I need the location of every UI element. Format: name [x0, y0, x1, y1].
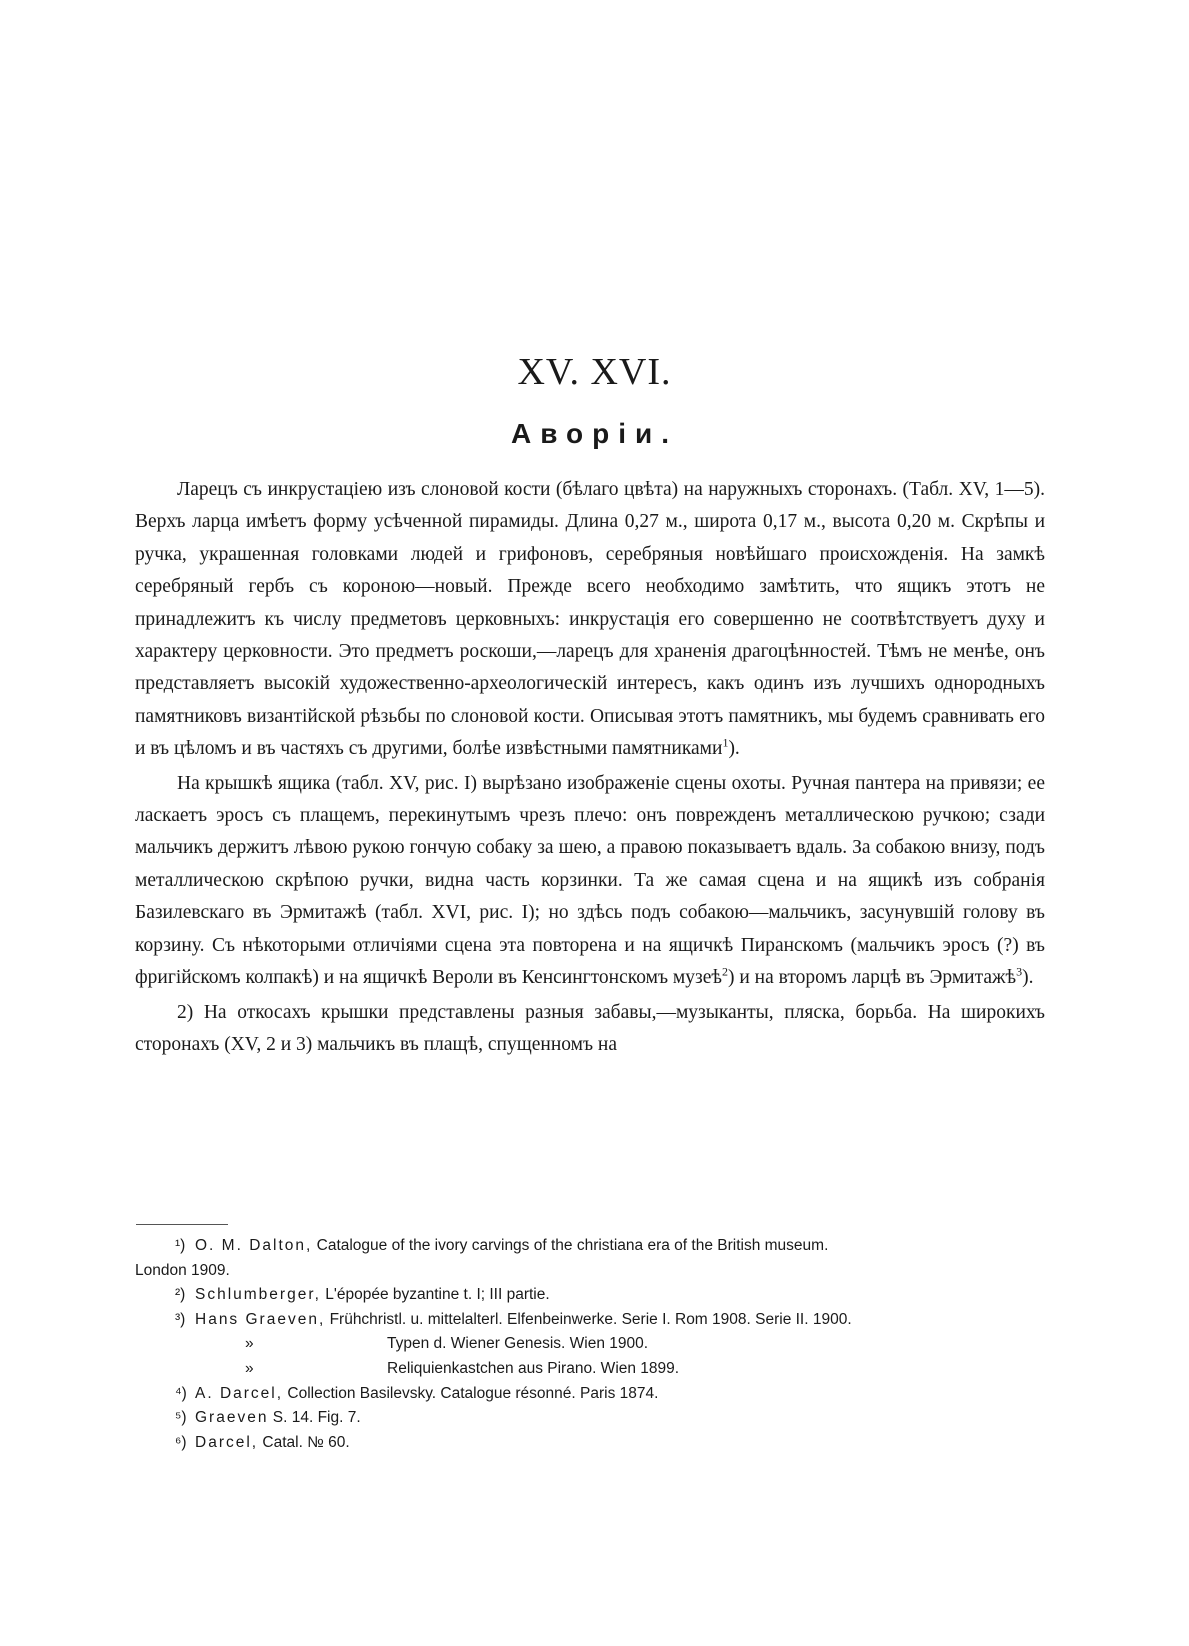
- ditto-marker: »: [245, 1359, 254, 1377]
- footnote-text: L'épopée byzantine t. I; III partie.: [325, 1286, 550, 1304]
- ditto-marker: »: [245, 1335, 254, 1353]
- footnote-2: [135, 1283, 1045, 1308]
- footnote-author: Graeven: [195, 1409, 269, 1427]
- footnote-3-sub-2: [135, 1357, 1045, 1382]
- footnote-ref-2: 2: [721, 964, 728, 979]
- footnote-text: Typen d. Wiener Genesis. Wien 1900.: [387, 1335, 649, 1353]
- paragraph-2-text-b: и на второмъ ларцѣ въ Эрмитажѣ: [739, 967, 1017, 989]
- footnote-marker: ³): [175, 1310, 186, 1328]
- footnote-text: Reliquienkastchen aus Pirano. Wien 1899.: [387, 1359, 680, 1377]
- footnote-ref-3: 3: [1016, 964, 1023, 979]
- footnote-5: [135, 1406, 1045, 1431]
- footnote-marker: ⁶): [175, 1433, 187, 1451]
- footnote-1: [135, 1234, 1045, 1259]
- footnotes: [135, 1234, 1045, 1455]
- paragraph-2-text: На крышкѣ ящика (табл. XV, рис. I) вырѣзано изображеніе сцены охоты. Ручная пантера на привязи; ее ласкаетъ эросъ съ плащемъ, перекинутымъ чрезъ плечо: онъ поврежденъ металлическою ручкою; сзади мальчикъ держитъ лѣвою рукою гончую собаку за шею, а правою показываетъ вдаль. За собакою внизу, подъ металлическою скрѣпою ручки, видна часть корзинки. Та же самая сцена и на ящикѣ изъ собранія Базилевскаго въ Эрмитажѣ (табл. XVI, рис. I); но здѣсь подъ собакою—мальчикъ, засунувшій голову въ корзину. Съ нѣкоторыми отличіями сцена эта повторена и на ящичкѣ Пиранскомъ (мальчикъ эросъ (?) въ фригійскомъ колпакѣ) и на ящичкѣ Вероли въ Кенсингтонскомъ музеѣ: [135, 772, 1045, 989]
- footnote-marker: ⁵): [175, 1409, 187, 1427]
- chapter-title: Аворіи.: [510, 418, 679, 449]
- footnote-6: [135, 1431, 1045, 1456]
- paragraph-2-mid: ): [727, 967, 735, 989]
- paragraph-2: [135, 768, 1045, 995]
- paragraph-3: 2) На откосахъ крышки представлены разныя забавы,—музыканты, пляска, борьба. На широкихъ сторонахъ (XV, 2 и 3) мальчикъ въ плащѣ, спущенномъ на: [135, 1001, 1045, 1055]
- paragraph-1-end: ).: [728, 738, 740, 760]
- footnote-author: A. Darcel,: [195, 1384, 284, 1402]
- footnote-author: Schlumberger,: [195, 1286, 321, 1304]
- footnote-author: Hans Graeven,: [195, 1310, 326, 1328]
- footnote-marker: ¹): [175, 1237, 186, 1254]
- footnote-text: S. 14. Fig. 7.: [272, 1409, 361, 1427]
- paragraph-1: [135, 474, 1045, 766]
- footnote-text: Frühchristl. u. mittelalterl. Elfenbeinwerke. Serie I. Rom 1908. Serie II. 1900.: [329, 1310, 852, 1328]
- footnote-marker: ²): [175, 1286, 186, 1304]
- footnote-author: O. M. Dalton,: [195, 1237, 313, 1254]
- footnote-author: Darcel,: [195, 1433, 259, 1451]
- chapter-number: XV. XVI.: [517, 351, 672, 393]
- footnote-3-sub-1: [135, 1332, 1045, 1357]
- footnote-marker: ⁴): [175, 1384, 187, 1402]
- footnote-text: Catal. № 60.: [262, 1433, 350, 1451]
- footnote-text: Collection Basilevsky. Catalogue résonné. Paris 1874.: [287, 1384, 659, 1402]
- paragraph-2-end: ).: [1022, 967, 1034, 989]
- footnote-1-continuation: London 1909.: [135, 1261, 230, 1279]
- body-text: [135, 474, 1045, 1063]
- footnote-3: [135, 1308, 1045, 1333]
- footnote-divider: [136, 1224, 228, 1225]
- paragraph-1-text: Ларецъ съ инкрустаціею изъ слоновой кости (бѣлаго цвѣта) на наружныхъ сторонахъ. (Табл. XV, 1—5). Верхъ ларца имѣетъ форму усѣченной пирамиды. Длина 0,27 м., широта 0,17 м., высота 0,20 м. Скрѣпы и ручка, украшенная головками людей и грифоновъ, серебряныя новѣйшаго происхожденія. На замкѣ серебряный гербъ съ короною—новый. Прежде всего необходимо замѣтить, что ящикъ этотъ не принадлежитъ къ числу предметовъ церковныхъ: инкрустація его совершенно не соотвѣтствуетъ духу и характеру церковности. Это предметъ роскоши,—ларецъ для храненія драгоцѣнностей. Тѣмъ не менѣе, онъ представляетъ высокій художественно-археологическій интересъ, какъ одинъ изъ лучшихъ однородныхъ памятниковъ византійской рѣзьбы по слоновой кости. Описывая этотъ памятникъ, мы будемъ сравнивать его и въ цѣломъ и въ частяхъ съ другими, болѣе извѣстными памятниками: [135, 479, 1045, 760]
- footnote-ref-1: 1: [722, 735, 729, 750]
- footnote-4: [135, 1382, 1045, 1407]
- footnote-text: Catalogue of the ivory carvings of the christiana era of the British museum.: [316, 1237, 829, 1254]
